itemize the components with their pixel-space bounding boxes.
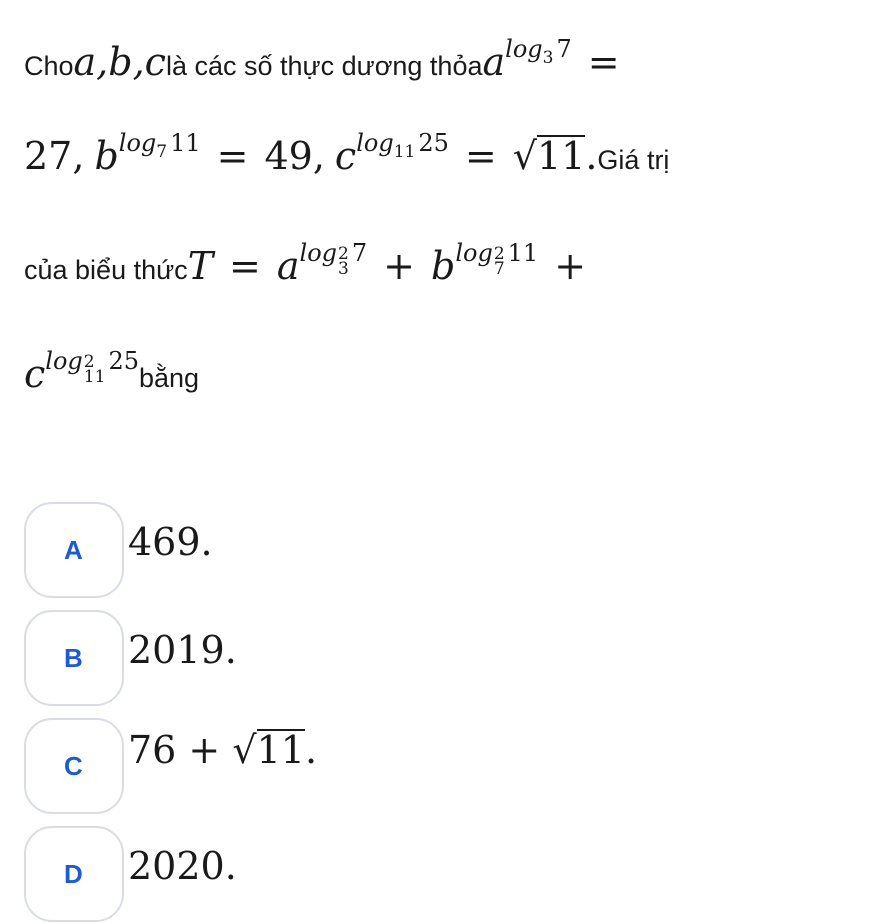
option-b-button[interactable]: [24, 610, 124, 706]
equals: =: [587, 40, 620, 84]
var-b: b: [94, 134, 119, 178]
text-bang: bằng: [138, 363, 200, 393]
option-b-value[interactable]: [128, 628, 237, 672]
option-d-value[interactable]: [128, 844, 237, 888]
var-T: T: [187, 244, 214, 288]
text-gia-tri: Giá trị: [597, 145, 670, 175]
equals: =: [464, 134, 497, 178]
exponent-log11sq-25: log 2 11 25: [45, 347, 139, 387]
text-condition: là các số thực dương thỏa: [165, 51, 483, 81]
equals: =: [216, 134, 249, 178]
exponent-log3-7: log 3 7: [505, 35, 572, 68]
sqrt-11: √ 11: [232, 728, 305, 772]
var-a: a: [482, 40, 506, 84]
var-abc: a,b,c: [73, 40, 166, 84]
question-line-2: [24, 129, 670, 178]
exponent-log11-25: log 11 25: [356, 129, 449, 162]
option-text: 469.: [128, 520, 213, 564]
option-letter: C: [64, 750, 83, 781]
text-cho: Cho: [24, 51, 74, 81]
plus: +: [554, 244, 587, 288]
option-c-button[interactable]: [24, 718, 124, 814]
num-27: 27,: [24, 134, 85, 178]
option-letter: A: [64, 534, 83, 565]
option-text: 2019.: [128, 628, 237, 672]
exponent-log3sq-7: log 2 3 7: [299, 239, 368, 279]
exponent-log7-11: log 7 11: [118, 129, 201, 162]
period: .: [585, 134, 598, 178]
question-line-1: [24, 35, 636, 84]
question-line-4: [24, 347, 200, 406]
var-c: c: [334, 134, 357, 178]
num-49: 49,: [264, 134, 325, 178]
option-a-value[interactable]: [128, 520, 213, 564]
option-text: 76 +: [128, 728, 233, 772]
option-d-button[interactable]: [24, 826, 124, 922]
option-c-value[interactable]: [128, 728, 317, 772]
var-a: a: [276, 244, 300, 288]
option-a-button[interactable]: [24, 502, 124, 598]
option-letter: D: [64, 858, 83, 889]
question-line-3: [24, 239, 602, 298]
option-text: 2020.: [128, 844, 237, 888]
var-b: b: [431, 244, 456, 288]
var-c: c: [24, 352, 46, 396]
period: .: [304, 728, 318, 772]
option-letter: B: [64, 642, 83, 673]
text-bieu-thuc: của biểu thức: [24, 255, 188, 285]
sqrt-11: √ 11: [512, 134, 586, 178]
equals: =: [229, 244, 261, 288]
exponent-log7sq-11: log 2 7 11: [455, 239, 539, 279]
plus: +: [383, 244, 415, 288]
